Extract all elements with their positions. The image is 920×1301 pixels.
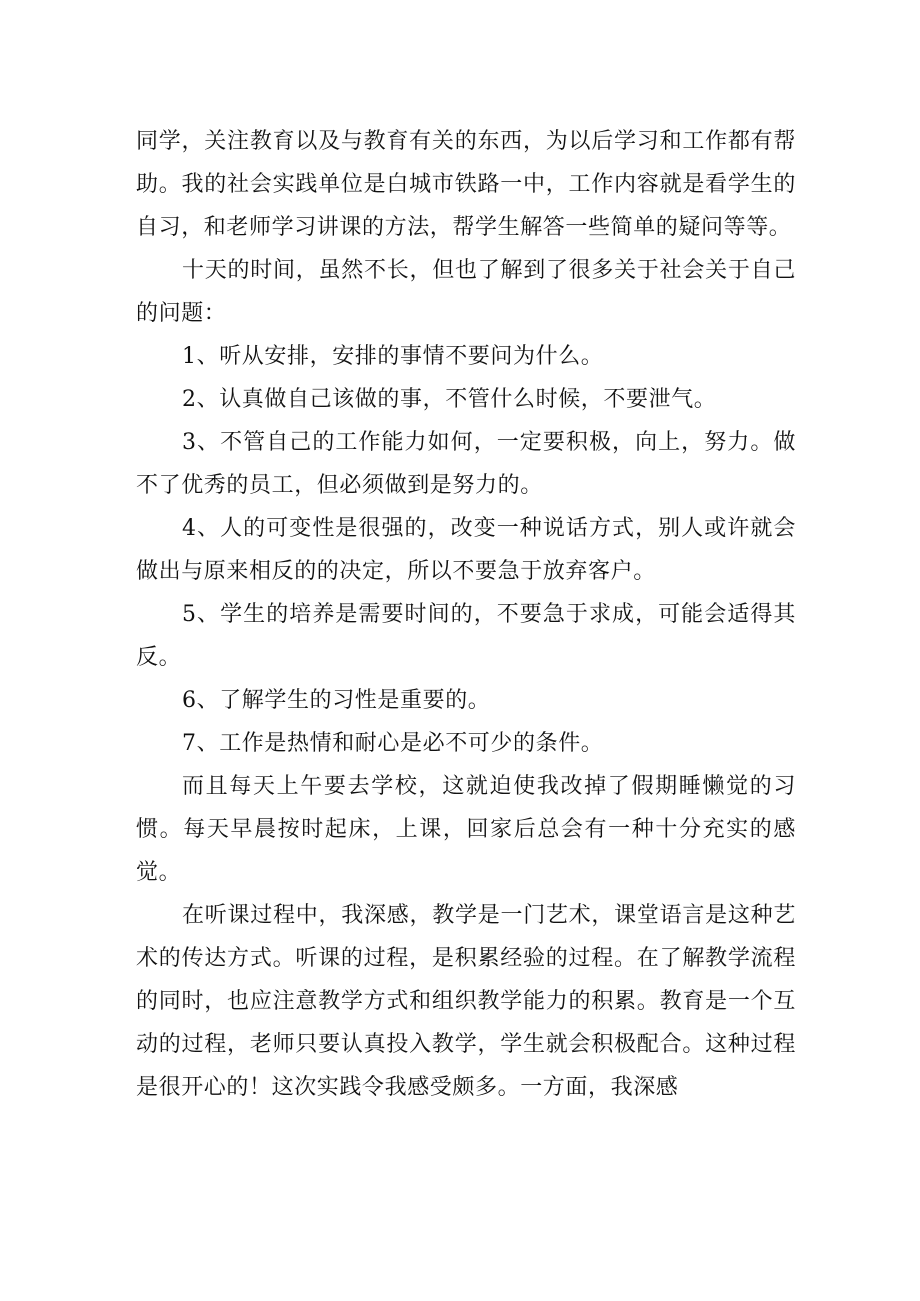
list-item-1: 1、听从安排，安排的事情不要问为什么。 [182, 344, 604, 369]
document-body [136, 120, 796, 1109]
paragraph-lecture-experience: 在听课过程中，我深感，教学是一门艺术，课堂语言是这种艺术的传达方式。听课的过程，是积累经验的过程。在了解教学流程的同时，也应注意教学方式和组织教学能力的积累。教育是一个互动的过程，老师只要认真投入教学，学生就会积极配合。这种过程是很开心的！这次实践令我感受颇多。一方面，我深感 [136, 903, 796, 1100]
list-item-4: 4、人的可变性是很强的，改变一种说话方式，别人或许就会做出与原来相反的的决定，所以不要急于放弃客户。 [136, 516, 796, 584]
paragraph-intro: 十天的时间，虽然不长，但也了解到了很多关于社会关于自己的问题： [136, 258, 796, 326]
list-item-2: 2、认真做自己该做的事，不管什么时候，不要泄气。 [182, 387, 717, 412]
list-item-5: 5、学生的培养是需要时间的，不要急于求成，可能会适得其反。 [136, 602, 796, 670]
list-item-6: 6、了解学生的习性是重要的。 [182, 688, 491, 713]
paragraph-school-habit: 而且每天上午要去学校，这就迫使我改掉了假期睡懒觉的习惯。每天早晨按时起床，上课，回家后总会有一种十分充实的感觉。 [136, 774, 796, 885]
list-item-7: 7、工作是热情和耐心是必不可少的条件。 [182, 731, 604, 756]
list-item-3: 3、不管自己的工作能力如何，一定要积极，向上，努力。做不了优秀的员工，但必须做到是努力的。 [136, 430, 796, 498]
paragraph-continuation: 同学，关注教育以及与教育有关的东西，为以后学习和工作都有帮助。我的社会实践单位是白城市铁路一中，工作内容就是看学生的自习，和老师学习讲课的方法，帮学生解答一些简单的疑问等等。 [136, 129, 796, 240]
